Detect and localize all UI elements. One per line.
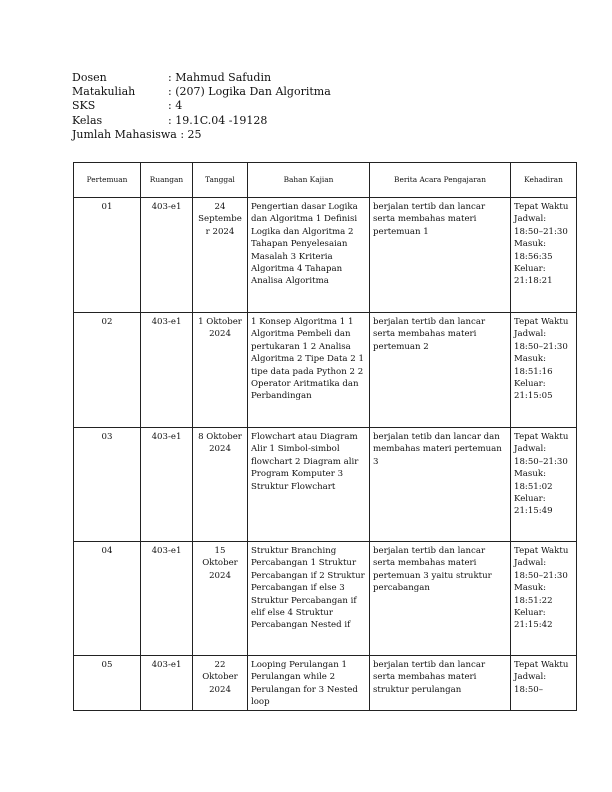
dosen-value: : Mahmud Safudin (168, 71, 272, 84)
dosen-row (72, 71, 331, 85)
cell-ruangan: 403-e1 (141, 428, 193, 542)
cell-kehadiran: Tepat Waktu Jadwal: 18:50–21:30 Masuk: 18:51:02 Keluar: 21:15:49 (511, 428, 577, 542)
matakuliah-value: : (207) Logika Dan Algoritma (168, 85, 331, 99)
header-kehadiran: Kehadiran (511, 163, 577, 198)
header-bahan-kajian: Bahan Kajian (248, 163, 370, 198)
matakuliah-label: Matakuliah (72, 85, 136, 99)
cell-tanggal: 8 Oktober 2024 (193, 428, 248, 542)
cell-tanggal: 1 Oktober 2024 (193, 313, 248, 428)
cell-tanggal: 24 Septembe r 2024 (193, 198, 248, 313)
matakuliah-row (72, 85, 331, 99)
cell-bahan-kajian: Struktur Branching Percabangan 1 Struktur Percabangan if 2 Struktur Percabangan if else 3 Struktur Percabangan if elif else 4 Struktur Percabangan Nested if (248, 542, 370, 656)
cell-tanggal: 15 Oktober 2024 (193, 542, 248, 656)
cell-pertemuan: 05 (74, 656, 141, 711)
cell-berita-acara: berjalan tertib dan lancar serta membahas materi pertemuan 3 yaitu struktur percabangan (370, 542, 511, 656)
cell-bahan-kajian: Flowchart atau Diagram Alir 1 Simbol-simbol flowchart 2 Diagram alir Program Komputer 3 Struktur Flowchart (248, 428, 370, 542)
cell-bahan-kajian: Looping Perulangan 1 Perulangan while 2 Perulangan for 3 Nested loop (248, 656, 370, 711)
jumlah-row (72, 128, 331, 142)
cell-ruangan: 403-e1 (141, 198, 193, 313)
table-row (74, 198, 577, 313)
attendance-table (73, 162, 577, 711)
cell-pertemuan: 02 (74, 313, 141, 428)
course-info (72, 71, 331, 142)
cell-ruangan: 403-e1 (141, 313, 193, 428)
table-row (74, 428, 577, 542)
header-pertemuan: Pertemuan (74, 163, 141, 198)
sks-value: : 4 (168, 99, 183, 113)
cell-kehadiran: Tepat Waktu Jadwal: 18:50– (511, 656, 577, 711)
cell-tanggal: 22 Oktober 2024 (193, 656, 248, 711)
header-tanggal: Tanggal (193, 163, 248, 198)
jumlah-mahasiswa: Jumlah Mahasiswa : 25 (72, 127, 202, 141)
cell-pertemuan: 01 (74, 198, 141, 313)
kelas-row (72, 114, 331, 128)
header-ruangan: Ruangan (141, 163, 193, 198)
cell-bahan-kajian: Pengertian dasar Logika dan Algoritma 1 Definisi Logika dan Algoritma 2 Tahapan Penyelesaian Masalah 3 Kriteria Algoritma 4 Tahapan Analisa Algoritma (248, 198, 370, 313)
cell-kehadiran: Tepat Waktu Jadwal: 18:50–21:30 Masuk: 18:51:22 Keluar: 21:15:42 (511, 542, 577, 656)
table-row (74, 313, 577, 428)
sks-row (72, 99, 331, 113)
cell-bahan-kajian: 1 Konsep Algoritma 1 1 Algoritma Pembeli dan pertukaran 1 2 Analisa Algoritma 2 Tipe Data 2 1 tipe data pada Python 2 2 Operator Aritmatika dan Perbandingan (248, 313, 370, 428)
cell-berita-acara: berjalan tertib dan lancar serta membahas materi pertemuan 1 (370, 198, 511, 313)
kelas-label: Kelas (72, 113, 103, 127)
cell-kehadiran: Tepat Waktu Jadwal: 18:50–21:30 Masuk: 18:51:16 Keluar: 21:15:05 (511, 313, 577, 428)
table-header-row (74, 163, 577, 198)
cell-kehadiran: Tepat Waktu Jadwal: 18:50–21:30 Masuk: 18:56:35 Keluar: 21:18:21 (511, 198, 577, 313)
table-row (74, 542, 577, 656)
cell-berita-acara: berjalan tertib dan lancar serta membahas materi pertemuan 2 (370, 313, 511, 428)
cell-pertemuan: 03 (74, 428, 141, 542)
cell-pertemuan: 04 (74, 542, 141, 656)
cell-berita-acara: berjalan tertib dan lancar serta membahas materi struktur perulangan (370, 656, 511, 711)
dosen-label: Dosen (72, 71, 107, 84)
cell-berita-acara: berjalan tetib dan lancar dan membahas materi pertemuan 3 (370, 428, 511, 542)
header-berita-acara: Berita Acara Pengajaran (370, 163, 511, 198)
sks-label: SKS (72, 99, 96, 113)
table-row (74, 656, 577, 711)
kelas-value: : 19.1C.04 -19128 (168, 113, 268, 127)
cell-ruangan: 403-e1 (141, 542, 193, 656)
cell-ruangan: 403-e1 (141, 656, 193, 711)
